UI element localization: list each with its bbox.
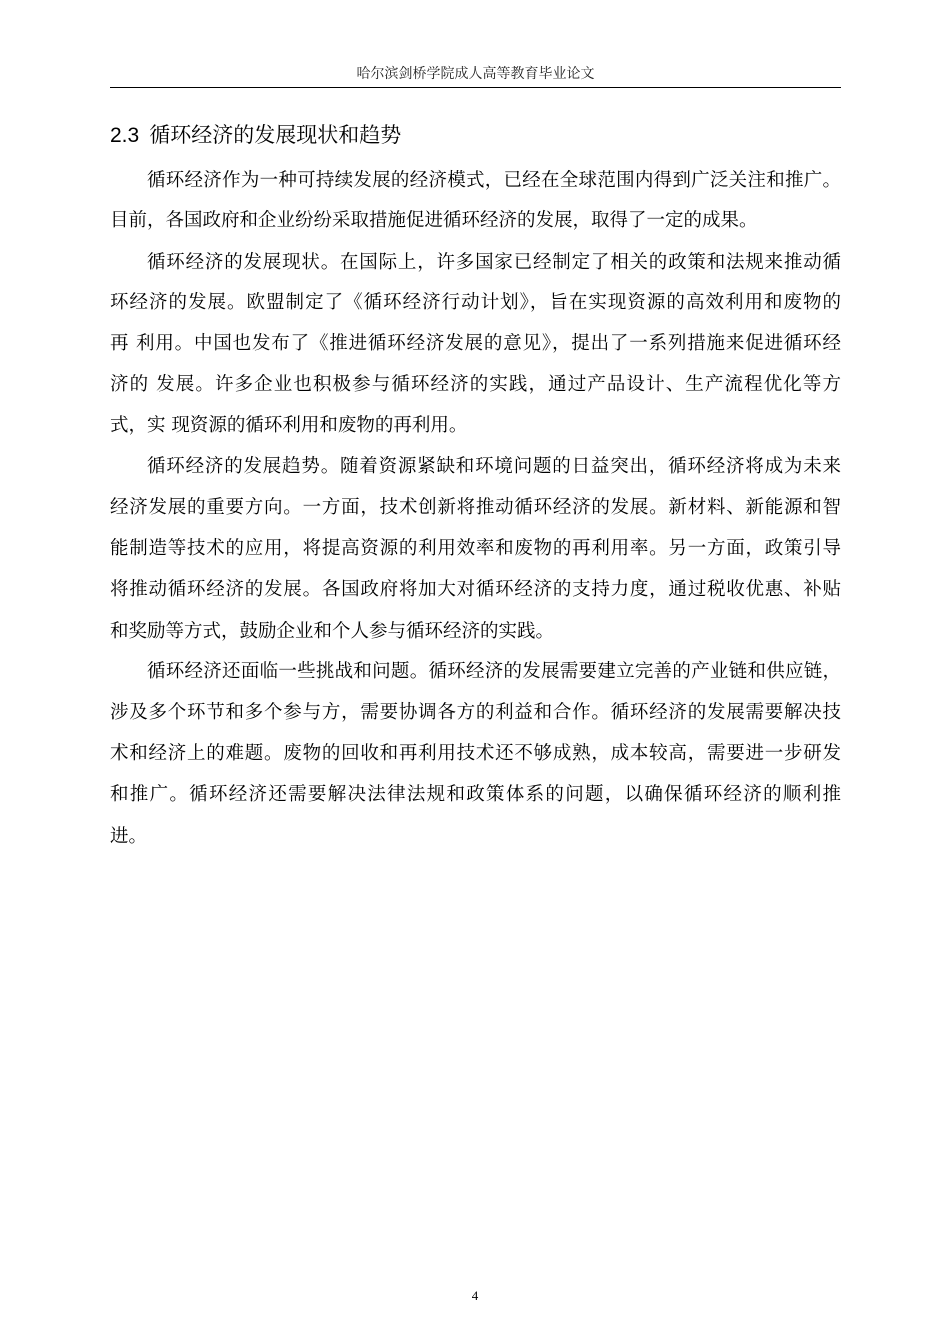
paragraph-line: 将推动循环经济的发展。各国政府将加大对循环经济的支持力度，通过税收优惠、补贴 (110, 579, 841, 600)
paragraph-line: 循环经济还面临一些挑战和问题。循环经济的发展需要建立完善的产业链和供应链， (147, 661, 841, 682)
paragraph-line: 进。 (110, 826, 148, 847)
section-number: 2.3 (110, 124, 140, 147)
paragraph-line: 经济发展的重要方向。一方面，技术创新将推动循环经济的发展。新材料、新能源和智 (110, 497, 841, 518)
paragraph-line: 和推广。循环经济还需要解决法律法规和政策体系的问题，以确保循环经济的顺利推 (110, 784, 841, 805)
section-title: 循环经济的发展现状和趋势 (149, 123, 402, 147)
running-header: 哈尔滨剑桥学院成人高等教育毕业论文 (356, 66, 595, 82)
paragraph-line: 循环经济作为一种可持续发展的经济模式，已经在全球范围内得到广泛关注和推广。 (147, 170, 841, 191)
paragraph-line: 式，实 现资源的循环利用和废物的再利用。 (110, 415, 468, 436)
paragraph-line: 循环经济的发展现状。在国际上，许多国家已经制定了相关的政策和法规来推动循 (147, 252, 841, 273)
paragraph-line: 目前，各国政府和企业纷纷采取措施促进循环经济的发展，取得了一定的成果。 (110, 210, 758, 231)
paragraph-line: 术和经济上的难题。废物的回收和再利用技术还不够成熟，成本较高，需要进一步研发 (110, 743, 841, 764)
paragraph-line: 涉及多个环节和多个参与方，需要协调各方的利益和合作。循环经济的发展需要解决技 (110, 702, 841, 723)
paragraph-line: 和奖励等方式，鼓励企业和个人参与循环经济的实践。 (110, 621, 555, 642)
paragraph-line: 循环经济的发展趋势。随着资源紧缺和环境问题的日益突出，循环经济将成为未来 (147, 456, 841, 477)
paragraph-line: 环经济的发展。欧盟制定了《循环经济行动计划》，旨在实现资源的高效利用和废物的 (110, 292, 841, 313)
paragraph-line: 再 利用。中国也发布了《推进循环经济发展的意见》，提出了一系列措施来促进循环经 (110, 333, 841, 354)
page-number: 4 (471, 1288, 479, 1303)
section-heading (110, 119, 401, 149)
paragraph-line: 济的 发展。许多企业也积极参与循环经济的实践，通过产品设计、生产流程优化等方 (110, 374, 841, 395)
paragraph-line: 能制造等技术的应用，将提高资源的利用效率和废物的再利用率。另一方面，政策引导 (110, 538, 841, 559)
header-rule (110, 87, 841, 88)
